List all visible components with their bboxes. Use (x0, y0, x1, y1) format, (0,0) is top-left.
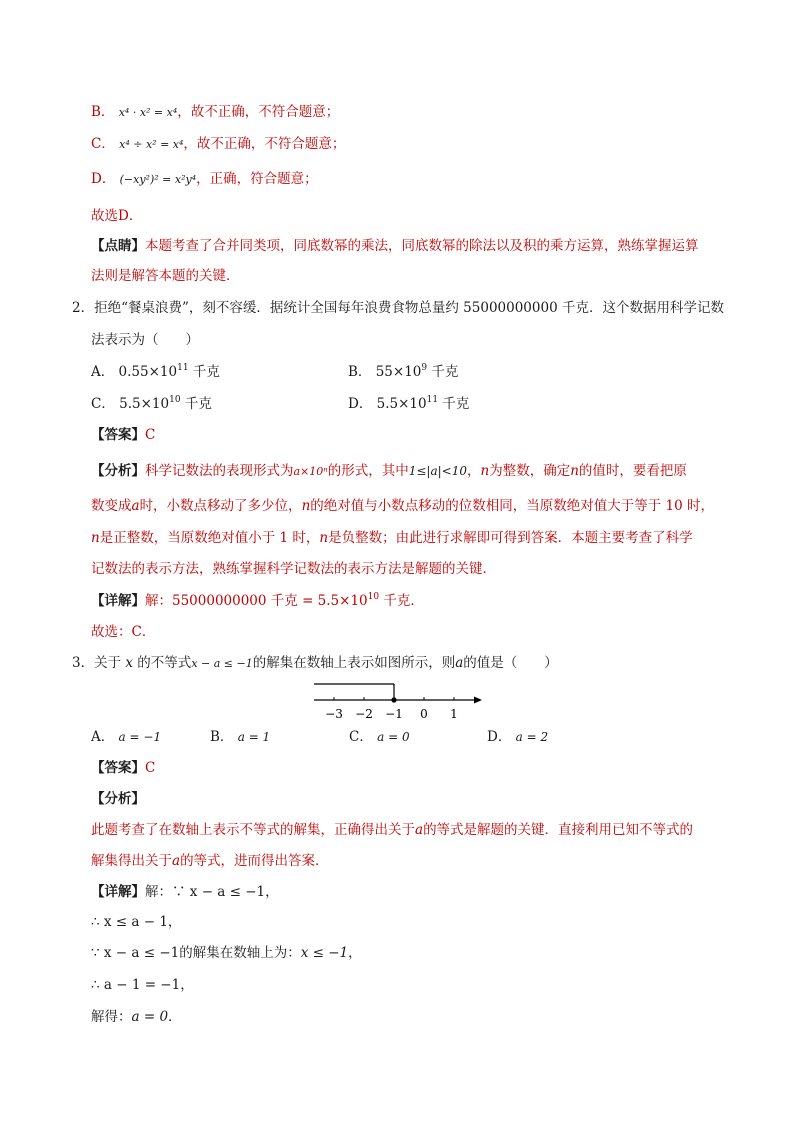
option-text: ，故不正确，不符合题意； (177, 104, 340, 120)
tick-label: 1 (450, 707, 458, 721)
q3-detail-line-5 (91, 1007, 182, 1027)
q3-detail-line-3 (91, 943, 362, 963)
math-variable: n (480, 463, 490, 479)
q2-stem-line-1 (72, 298, 724, 318)
math-variable: x (125, 655, 134, 671)
detail-text: ． (168, 1009, 182, 1025)
q2-analysis-line-3 (91, 528, 693, 548)
math-expression: 1≤|a|<10 (408, 464, 467, 478)
detail-text: ∵ x − a ≤ −1 (91, 945, 180, 961)
analysis-text: 此题考查了在数轴上表示不等式的解集，正确得出关于 (91, 822, 415, 838)
math-variable: a (415, 822, 424, 838)
number-line-arrow (474, 697, 482, 704)
prev-comment-line-2: 法则是解答本题的关键． (91, 268, 240, 284)
q3-stem (72, 653, 558, 674)
q2-analysis-line-2 (91, 496, 714, 516)
analysis-text: 是正整数，当原数绝对值小于 1 时， (99, 530, 320, 546)
option-letter: D． (348, 396, 373, 412)
question-stem: 关于 (94, 655, 126, 671)
comment-text: 本题考查了合并同类项，同底数幂的乘法，同底数幂的除法以及积的乘方运算，熟练掌握运算 (145, 238, 699, 254)
answer-tag: 【答案】 (91, 760, 145, 776)
analysis-text: 的绝对值与小数点移动的位数相同，当原数绝对值大于等于 10 时， (310, 498, 715, 514)
question-stem: 的值是（ ） (463, 655, 558, 671)
option-letter: B． (210, 729, 234, 745)
math-variable: a (131, 498, 140, 514)
option-letter: D． (91, 171, 116, 187)
math-variable: a (172, 853, 181, 869)
analysis-text: ， (467, 463, 481, 479)
math-expression: x − a ≤ −1 (191, 657, 253, 670)
math-expression: x⁴ · x² = x⁴ (118, 106, 178, 119)
math-variable: n (301, 498, 311, 514)
analysis-text: 为整数，确定 (489, 463, 571, 479)
math-variable: n (319, 530, 329, 546)
q2-detail (91, 591, 424, 611)
option-letter: A． (91, 364, 115, 380)
analysis-text: 科学记数法的表现形式为 (145, 463, 294, 479)
prev-option-c (91, 134, 345, 155)
option-unit: 千克 (188, 364, 220, 380)
question-stem: 的不等式 (133, 655, 192, 671)
question-number: 3． (72, 655, 95, 671)
q3-option-d (487, 727, 548, 747)
q2-stem-line-2: 法表示为（ ） (91, 332, 199, 348)
analysis-text: 的等式是解题的关键．直接利用已知不等式的 (423, 822, 694, 838)
math-variable: n (91, 530, 100, 546)
option-letter: B． (91, 104, 115, 120)
prev-option-b (91, 102, 339, 123)
q3-detail-line-2: ∴ x ≤ a − 1， (91, 914, 182, 930)
q2-option-d (348, 394, 469, 414)
prev-comment-line-1 (91, 236, 699, 256)
option-mantissa: 5.5×10 (119, 396, 170, 412)
option-mantissa: 55×10 (375, 364, 422, 380)
analysis-text: 解集得出关于 (91, 853, 172, 869)
tick-label: −1 (385, 707, 403, 721)
q3-detail-line-4: ∴ a − 1 = −1， (91, 977, 194, 993)
math-expression: a×10ⁿ (293, 465, 328, 478)
detail-text: 解：55000000000 千克 = 5.5×10 (145, 593, 368, 609)
option-exponent: 11 (426, 395, 439, 405)
math-expression: x ≤ −1 (300, 945, 349, 961)
detail-text: 的解集在数轴上为： (179, 945, 301, 961)
detail-tag: 【详解】 (91, 593, 145, 609)
option-unit: 千克 (438, 396, 470, 412)
option-expression: a = 2 (515, 730, 549, 744)
q3-detail-line-1 (91, 882, 279, 902)
option-text: ，正确，符合题意； (196, 171, 318, 187)
option-letter: C． (349, 729, 373, 745)
q2-choose: 故选：C． (91, 624, 156, 640)
detail-text: 解得： (91, 1009, 132, 1025)
analysis-text: 是负整数；由此进行求解即可得到答案．本题主要考查了科学 (328, 530, 693, 546)
tick-label: −3 (325, 707, 343, 721)
option-letter: A． (91, 729, 115, 745)
option-unit: 千克 (180, 396, 212, 412)
q2-answer (91, 425, 155, 445)
detail-text: 解：∵ x − a ≤ −1， (145, 884, 279, 900)
q3-option-b (210, 727, 270, 747)
answer-value: C (145, 760, 156, 776)
detail-text: ， (348, 945, 362, 961)
question-stem: 的解集在数轴上表示如图所示，则 (252, 655, 456, 671)
detail-exponent: 10 (367, 592, 380, 602)
analysis-text: 数变成 (91, 498, 132, 514)
option-letter: D． (487, 729, 512, 745)
option-letter: B． (348, 364, 372, 380)
question-number: 2． (72, 300, 95, 316)
math-expression: a = 0 (131, 1009, 169, 1025)
answer-value: C (145, 427, 156, 443)
option-exponent: 10 (169, 395, 181, 405)
option-unit: 千克 (427, 364, 459, 380)
answer-tag: 【答案】 (91, 427, 145, 443)
math-variable: a (455, 655, 464, 671)
q2-option-b (348, 362, 458, 382)
option-expression: a = 1 (237, 730, 271, 744)
comment-tag: 【点睛】 (91, 238, 145, 254)
option-expression: a = 0 (377, 730, 410, 744)
analysis-text: 的等式，进而得出答案． (180, 853, 329, 869)
math-variable: n (570, 463, 579, 479)
option-exponent: 9 (421, 363, 428, 373)
q3-option-a (91, 727, 161, 747)
math-expression: x⁴ ÷ x² = x⁴ (119, 138, 184, 151)
q3-analysis-tag: 【分析】 (91, 791, 145, 807)
option-exponent: 11 (177, 363, 189, 373)
question-stem: 拒绝“餐桌浪费”，刻不容缓．据统计全国每年浪费食物总量约 55000000000 千克．这个数据用科学记数 (94, 300, 724, 316)
prev-choose-d: 故选D． (91, 208, 143, 224)
solution-endpoint-dot (391, 697, 396, 702)
q3-analysis-line-2 (91, 851, 329, 871)
analysis-tag: 【分析】 (91, 463, 145, 479)
option-text: ，故不正确，不符合题意； (183, 136, 346, 152)
option-letter: C． (91, 136, 115, 152)
analysis-text: 的值时，要看把原 (578, 463, 687, 479)
q3-answer (91, 758, 155, 778)
option-expression: a = −1 (118, 730, 162, 744)
q3-option-c (349, 727, 410, 747)
tick-label: 0 (420, 707, 428, 721)
prev-option-d (91, 169, 318, 190)
detail-text: 千克． (379, 593, 424, 609)
option-mantissa: 5.5×10 (376, 396, 427, 412)
option-letter: C． (91, 396, 115, 412)
analysis-text: 时，小数点移动了多少位， (139, 498, 302, 514)
q2-analysis-line-4: 记数法的表示方法，熟练掌握科学记数法的表示方法是解题的关键． (91, 561, 496, 577)
q3-analysis-line-1 (91, 820, 693, 840)
tick-label: −2 (355, 707, 373, 721)
math-expression: (−xy²)² = x²y⁴ (119, 173, 197, 186)
q2-analysis-line-1 (91, 461, 687, 482)
q2-option-c (91, 394, 212, 414)
option-mantissa: 0.55×10 (118, 364, 178, 380)
analysis-text: 的形式，其中 (327, 463, 409, 479)
q2-option-a (91, 362, 220, 382)
detail-tag: 【详解】 (91, 884, 145, 900)
number-line-figure (310, 674, 490, 722)
